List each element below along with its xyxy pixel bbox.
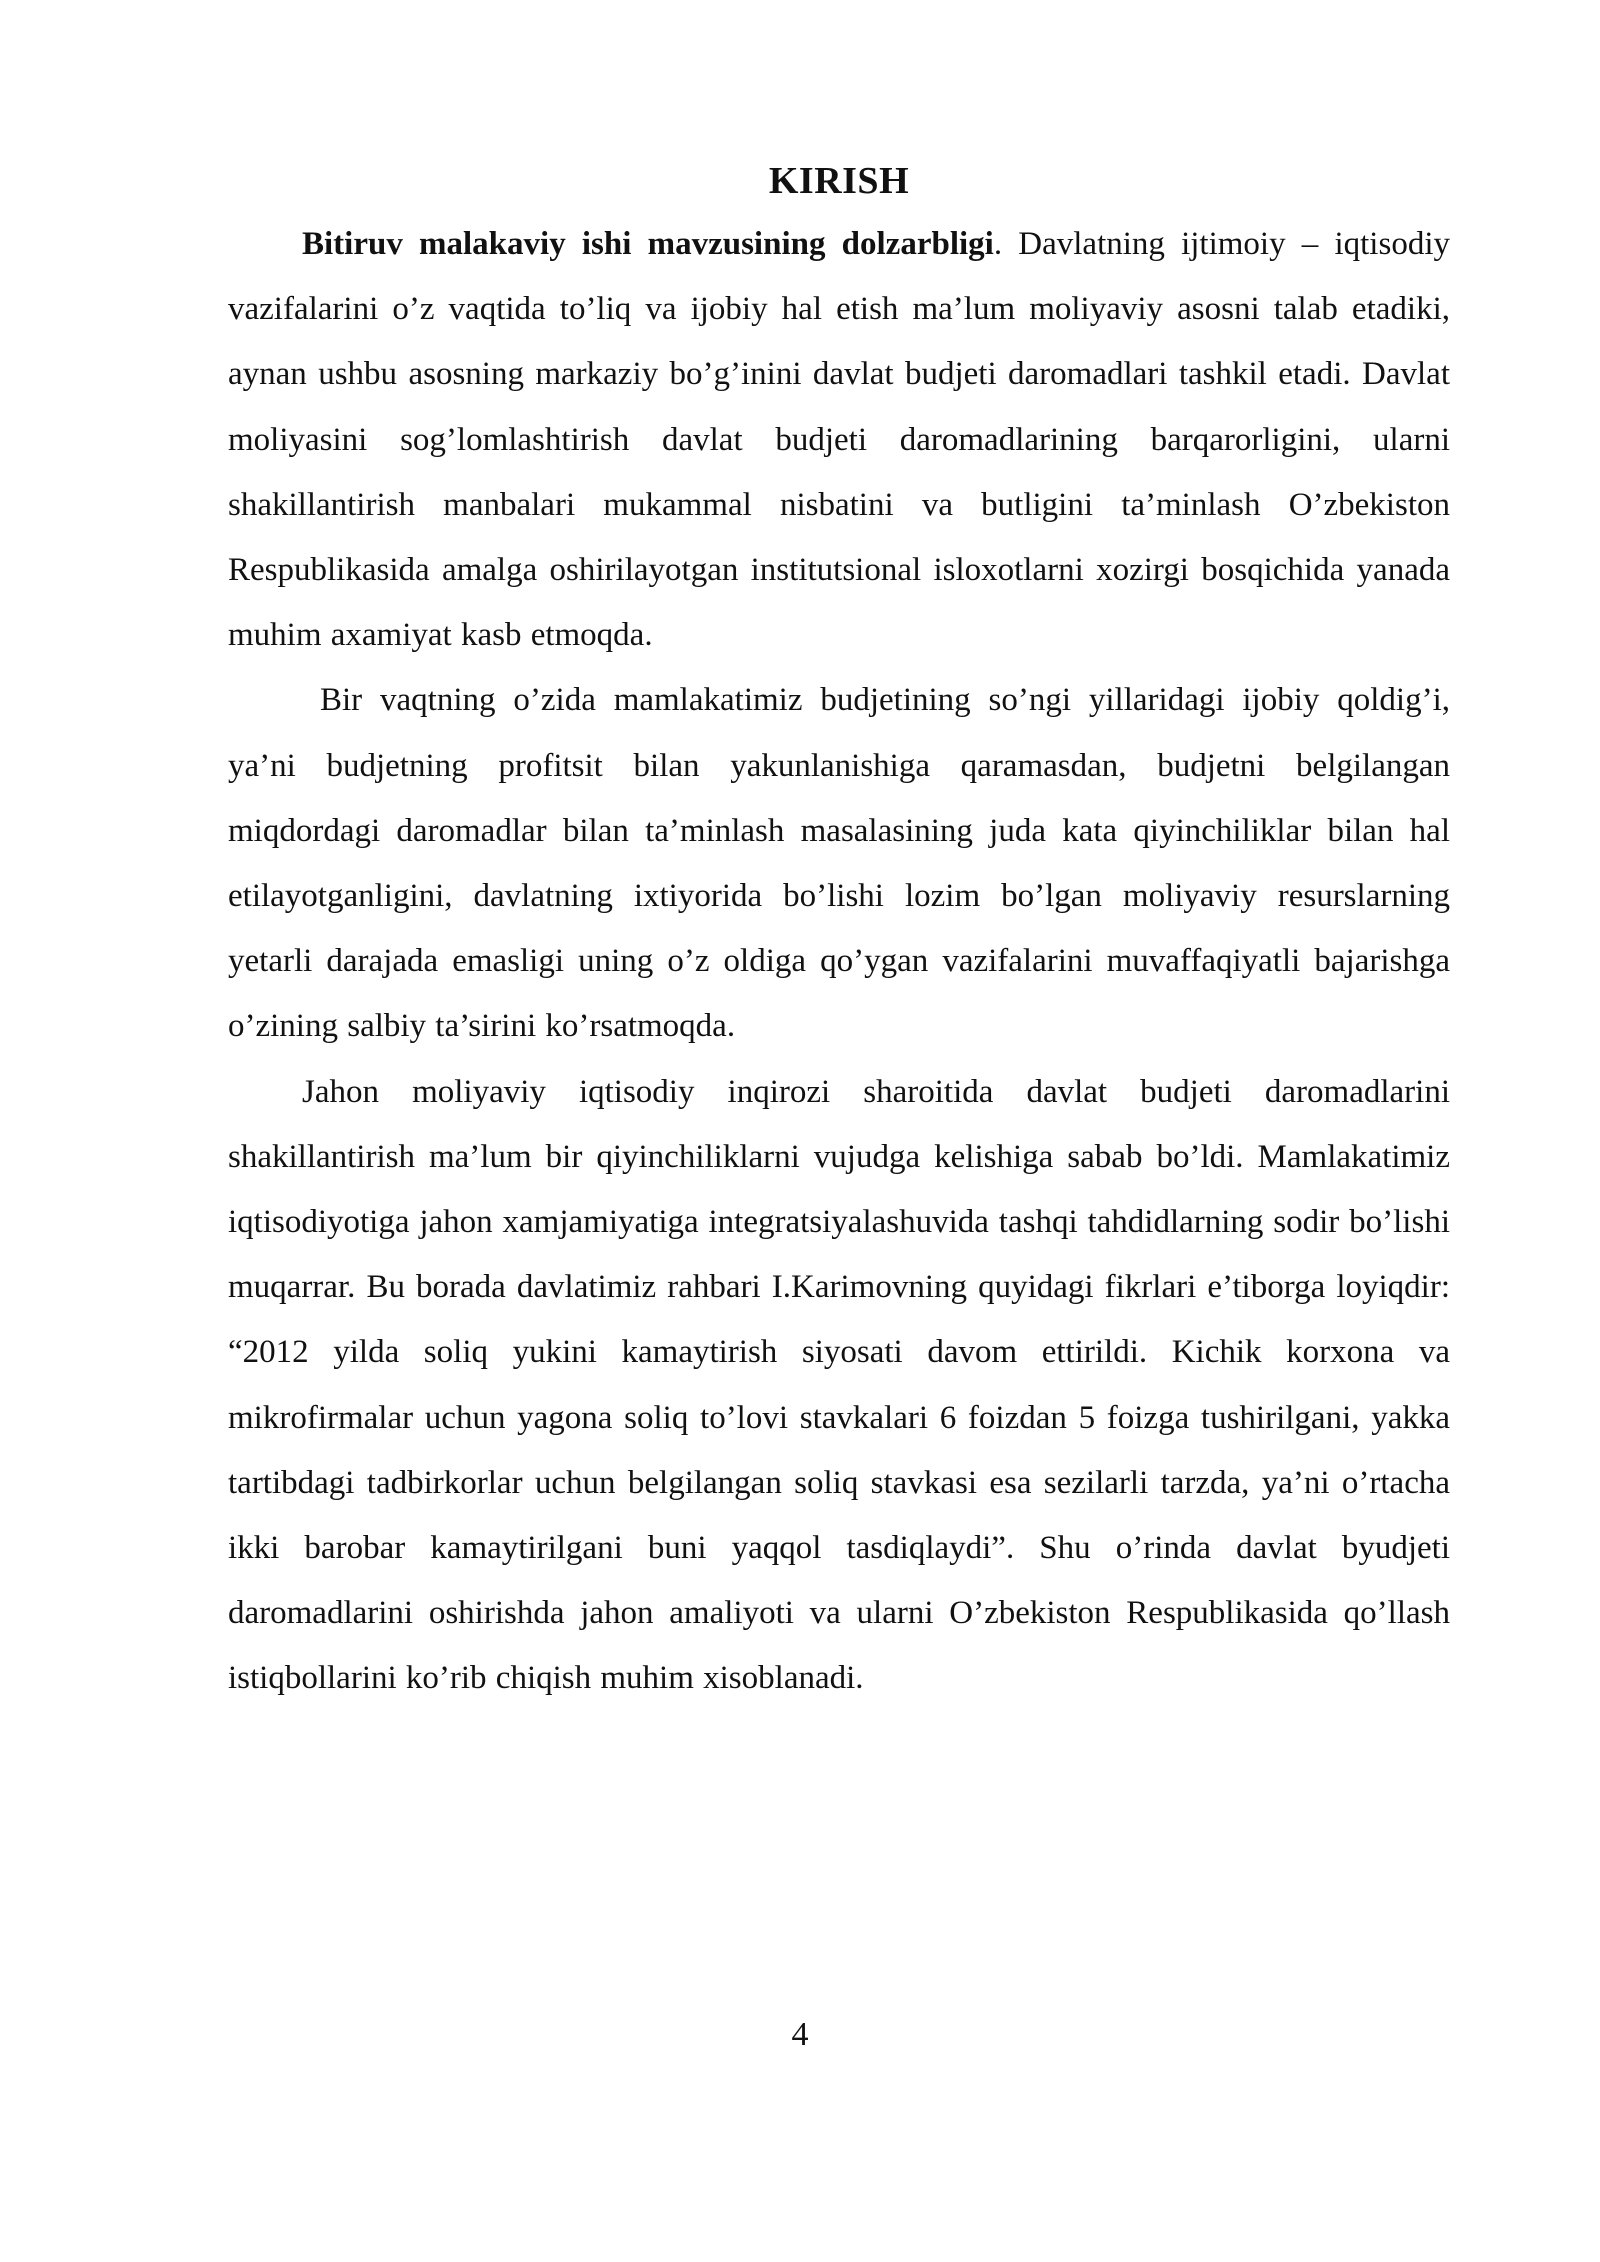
paragraph-relevance [228, 212, 1450, 668]
paragraph-lead-bold: Bitiruv malakaviy ishi mavzusining dolzarbligi [302, 226, 994, 262]
page-number: 4 [791, 2016, 809, 2053]
paragraph-budget-surplus: Bir vaqtning o’zida mamlakatimiz budjetining so’ngi yillaridagi ijobiy qoldig’i, ya’ni budjetning profitsit bilan yakunlanishiga qaramasdan, budjetni belgilangan miqdordagi daromadlar bilan ta’minlash masalasining juda kata qiyinchiliklar bilan hal etilayotganligini, davlatning ixtiyorida bo’lishi lozim bo’lgan moliyaviy resurslarning yetarli darajada emasligi uning o’z oldiga qo’ygan vazifalarini muvaffaqiyatli bajarishga o’zining salbiy ta’sirini ko’rsatmoqda. [228, 682, 1450, 1045]
paragraph-financial-crisis: Jahon moliyaviy iqtisodiy inqirozi sharoitida davlat budjeti daromadlarini shakillantirish ma’lum bir qiyinchiliklarni vujudga kelishiga sabab bo’ldi. Mamlakatimiz iqtisodiyotiga jahon xamjamiyatiga integratsiyalashuvida tashqi tahdidlarning sodir bo’lishi muqarrar. Bu borada davlatimiz rahbari I.Karimovning quyidagi fikrlari e’tiborga loyiqdir: “2012 yilda soliq yukini kamaytirish siyosati davom ettirildi. Kichik korxona va mikrofirmalar uchun yagona soliq to’lovi stavkalari 6 foizdan 5 foizga tushirilgani, yakka tartibdagi tadbirkorlar uchun belgilangan soliq stavkasi esa sezilarli tarzda, ya’ni o’rtacha ikki barobar kamaytirilgani buni yaqqol tasdiqlaydi”. Shu o’rinda davlat byudjeti daromadlarini oshirishda jahon amaliyoti va ularni O’zbekiston Respublikasida qo’llash istiqbollarini ko’rib chiqish muhim xisoblanadi. [228, 1073, 1450, 1697]
paragraph-body: . Davlatning ijtimoiy – iqtisodiy vazifalarini o’z vaqtida to’liq va ijobiy hal etish ma’lum moliyaviy asosni talab etadiki, aynan ushbu asosning markaziy bo’g’inini davlat budjeti daromadlari tashkil etadi. Davlat moliyasini sog’lomlashtirish davlat budjeti daromadlarining barqarorligini, ularni shakillantirish manbalari mukammal nisbatini va butligini ta’minlash O’zbekiston Respublikasida amalga oshirilayotgan institutsional isloxotlarni xozirgi bosqichida yanada muhim axamiyat kasb etmoqda. [228, 226, 1450, 654]
page-content [228, 150, 1450, 1712]
section-heading: KIRISH [768, 160, 910, 202]
